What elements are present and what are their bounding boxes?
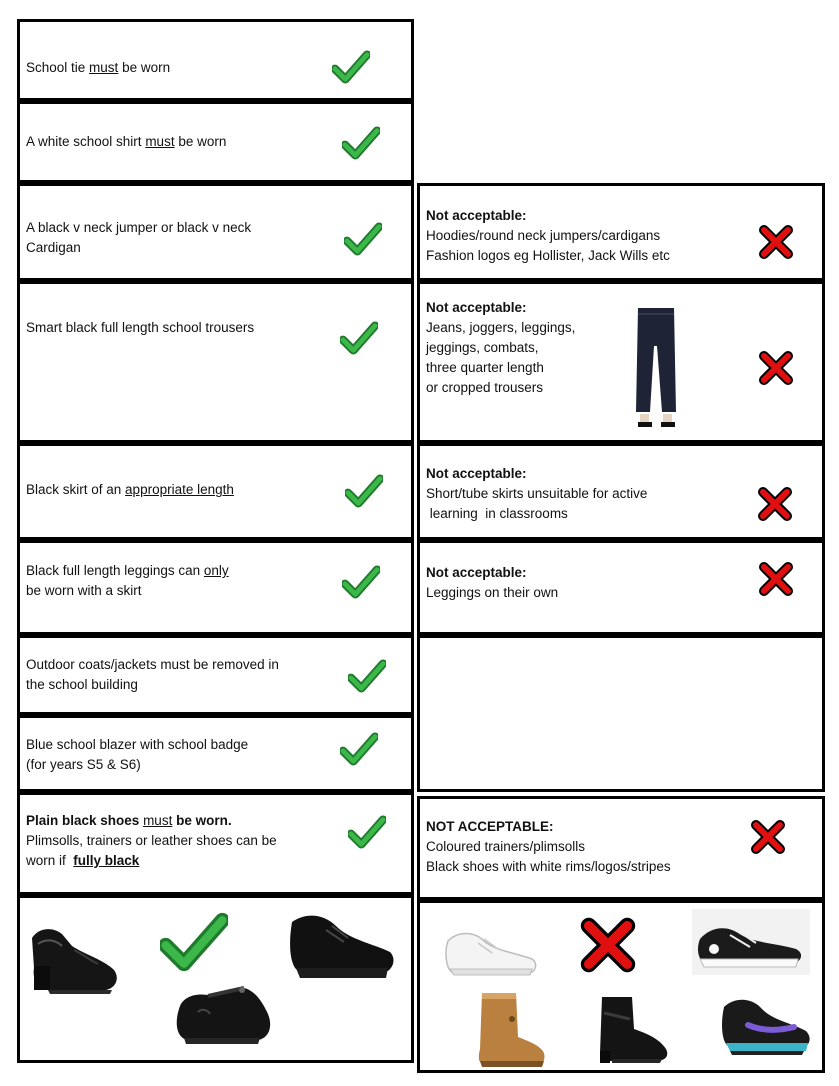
cross-icon xyxy=(576,913,640,977)
black-ankle-boot-image xyxy=(590,993,674,1067)
not-acceptable-text: Not acceptable: Jeans, joggers, leggings, jeggings, combats, three quarter length or cropped trousers xyxy=(426,300,576,395)
rule-text: Plain black shoes must be worn. Plimsolls, trainers or leather shoes can be worn if fully black xyxy=(26,813,277,868)
unacceptable-shoes-panel xyxy=(417,900,825,1073)
rule-row-leggings xyxy=(17,540,414,635)
rule-row-shoes xyxy=(17,792,414,895)
cross-icon xyxy=(756,559,796,599)
rule-row-jumper xyxy=(17,183,414,281)
black-mary-jane-shoe-image xyxy=(168,980,278,1050)
cross-icon xyxy=(748,817,788,857)
not-acceptable-leggings xyxy=(417,540,825,635)
not-acceptable-text: Not acceptable: Hoodies/round neck jumpers/cardigans Fashion logos eg Hollister, Jack Wills etc xyxy=(426,208,670,263)
empty-panel xyxy=(417,635,825,792)
check-icon xyxy=(340,321,378,355)
check-icon xyxy=(160,912,228,972)
rule-text: Blue school blazer with school badge (for years S5 & S6) xyxy=(26,737,249,772)
not-acceptable-skirt xyxy=(417,443,825,540)
check-icon xyxy=(342,126,380,160)
check-icon xyxy=(345,474,383,508)
rule-row-trousers xyxy=(17,281,414,443)
not-acceptable-jumper xyxy=(417,183,825,281)
rule-text: Outdoor coats/jackets must be removed in the school building xyxy=(26,657,279,692)
white-plimsoll-image xyxy=(444,923,540,979)
rule-text: School tie must be worn xyxy=(26,60,171,75)
black-white-sneaker-image xyxy=(692,909,810,975)
acceptable-shoes-panel xyxy=(17,895,414,1063)
coloured-trainer-image xyxy=(718,991,814,1063)
not-acceptable-text: Not acceptable: Leggings on their own xyxy=(426,565,559,600)
check-icon xyxy=(342,565,380,599)
rule-row-coats xyxy=(17,635,414,715)
check-icon xyxy=(340,732,378,766)
rule-row-blazer xyxy=(17,715,414,792)
cross-icon xyxy=(756,348,796,388)
tan-boot-image xyxy=(472,989,552,1069)
rule-text: A black v neck jumper or black v neck Cardigan xyxy=(26,220,252,255)
not-acceptable-trousers xyxy=(417,281,825,443)
black-plimsoll-image xyxy=(286,906,398,986)
rule-text: Smart black full length school trousers xyxy=(26,320,255,335)
check-icon xyxy=(348,659,386,693)
not-acceptable-shoes xyxy=(417,796,825,900)
rule-row-skirt xyxy=(17,443,414,540)
cross-icon xyxy=(756,222,796,262)
check-icon xyxy=(332,50,370,84)
rule-text: Black skirt of an appropriate length xyxy=(26,482,234,497)
rule-row-shirt xyxy=(17,101,414,183)
check-icon xyxy=(344,222,382,256)
rule-text: Black full length leggings can only be worn with a skirt xyxy=(26,563,229,598)
rule-text: A white school shirt must be worn xyxy=(26,134,227,149)
black-brogue-shoe-image xyxy=(28,916,120,996)
cropped-trousers-image xyxy=(634,306,678,430)
check-icon xyxy=(348,815,386,849)
rule-row-tie xyxy=(17,19,414,101)
not-acceptable-text: Not acceptable: Short/tube skirts unsuitable for active learning in classrooms xyxy=(426,466,648,521)
cross-icon xyxy=(755,484,795,524)
not-acceptable-text: NOT ACCEPTABLE: Coloured trainers/plimsolls Black shoes with white rims/logos/stripes xyxy=(426,819,671,874)
